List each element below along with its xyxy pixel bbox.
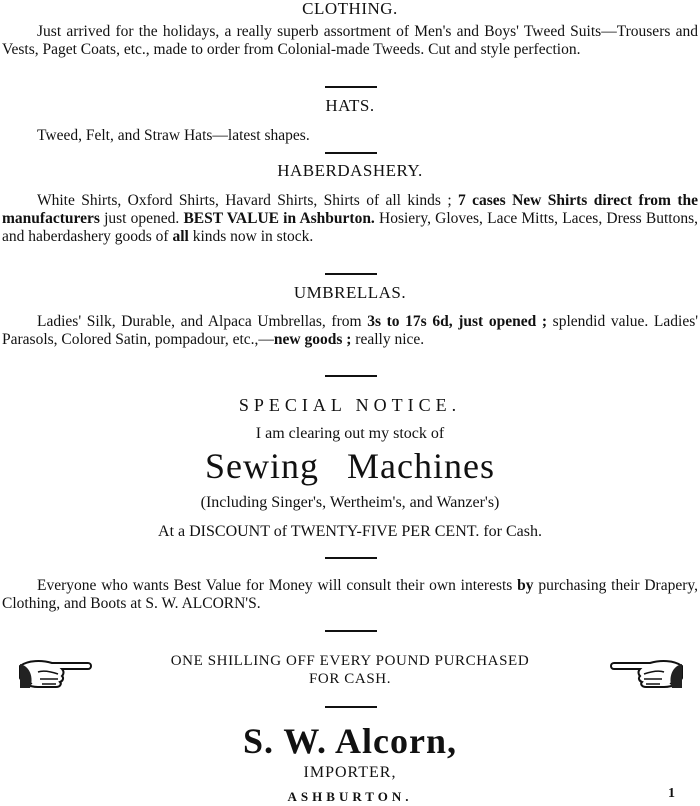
- haberdashery-bold-a: 7 cases New Shirts direct from the manufacturers: [2, 192, 698, 227]
- divider-rule: [325, 706, 377, 708]
- divider-rule: [325, 557, 377, 559]
- offer-block: [0, 652, 700, 688]
- divider-rule: [325, 630, 377, 632]
- umbrellas-text-b: splendid value. Ladies' Parasols, Colored Satin, pompadour, etc.,—: [2, 313, 699, 348]
- clothing-paragraph: [2, 23, 698, 59]
- hats-heading: HATS.: [325, 96, 375, 115]
- divider-rule: [325, 86, 377, 88]
- merchant-town: ASHBURTON.: [287, 789, 413, 804]
- umbrellas-text-c: really nice.: [355, 331, 425, 348]
- offer-line-1: ONE SHILLING OFF EVERY POUND PURCHASED: [170, 653, 530, 669]
- haberdashery-text-a: White Shirts, Oxford Shirts, Havard Shirts, Shirts of all kinds ;: [37, 192, 452, 209]
- offer-line-2: FOR CASH.: [308, 671, 392, 687]
- special-intro: I am clearing out my stock of: [255, 425, 445, 442]
- umbrellas-bold-b: new goods ;: [273, 331, 352, 348]
- clothing-heading: CLOTHING.: [302, 0, 398, 18]
- discount-line: At a DISCOUNT of TWENTY-FIVE PER CENT. for Cash.: [158, 523, 542, 540]
- divider-rule: [325, 375, 377, 377]
- hats-paragraph: [2, 127, 698, 145]
- page-mark: 1: [668, 786, 675, 801]
- haberdashery-text-c: Hosiery, Gloves, Lace Mitts, Laces, Dress Buttons, and haberdashery goods of: [2, 210, 698, 245]
- haberdashery-paragraph: [2, 192, 698, 246]
- product-title: [0, 445, 700, 487]
- clothing-text: Just arrived for the holidays, a really superb assortment of Men's and Boys' Tweed Suits—Trousers and Vests, Paget Coats, etc., made to order from Colonial-made Tweeds. Cut and style perfection.: [2, 23, 698, 58]
- pointing-hand-left-icon: [608, 652, 684, 692]
- hats-text: Tweed, Felt, and Straw Hats—latest shapes.: [37, 127, 310, 144]
- brands-line: (Including Singer's, Wertheim's, and Wanzer's): [200, 494, 500, 511]
- merchant-title: IMPORTER,: [303, 764, 397, 781]
- divider-rule: [325, 152, 377, 154]
- umbrellas-paragraph: [2, 313, 698, 349]
- product-title-text: Sewing Machines: [205, 446, 495, 486]
- haberdashery-heading: HABERDASHERY.: [277, 161, 423, 180]
- merchant-name: S. W. Alcorn,: [242, 721, 458, 761]
- haberdashery-text-b: just opened.: [104, 210, 180, 227]
- value-note-paragraph: [2, 577, 698, 613]
- special-notice-heading: SPECIAL NOTICE.: [238, 395, 462, 415]
- value-note-text-2: purchasing their Drapery, Clothing, and Boots at S. W. ALCORN'S.: [2, 577, 699, 612]
- umbrellas-heading: UMBRELLAS.: [293, 283, 407, 302]
- haberdashery-bold-c: all: [172, 228, 189, 245]
- value-note-text: Everyone who wants Best Value for Money will consult their own interests: [37, 577, 513, 594]
- umbrellas-bold-a: 3s to 17s 6d, just opened ;: [367, 313, 548, 330]
- value-note-bold: by: [517, 577, 534, 594]
- umbrellas-text-a: Ladies' Silk, Durable, and Alpaca Umbrellas, from: [37, 313, 362, 330]
- haberdashery-text-d: kinds now in stock.: [192, 228, 314, 245]
- divider-rule: [325, 273, 377, 275]
- haberdashery-bold-b: BEST VALUE in Ashburton.: [183, 210, 375, 227]
